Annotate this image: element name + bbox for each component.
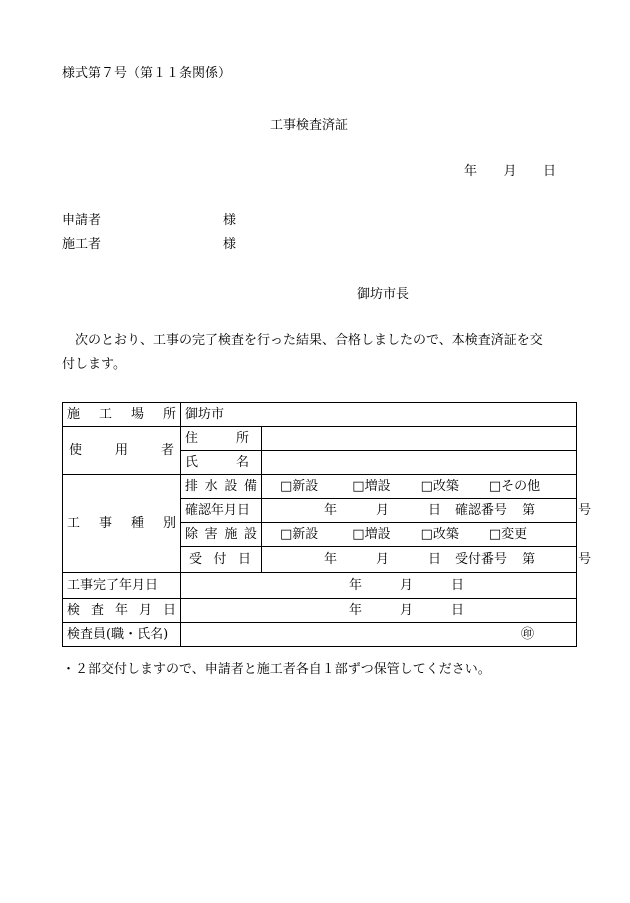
label-char: 使: [69, 442, 83, 458]
inspection-date: [181, 599, 577, 623]
contractor-label: 施工者: [62, 237, 102, 252]
confirm-values: [262, 499, 592, 523]
label-char: 日: [162, 602, 176, 618]
completion-month: 月: [400, 577, 414, 593]
user-label-text: [67, 443, 176, 459]
receipt-year: 年: [324, 551, 338, 567]
inspection-label: [63, 599, 181, 623]
work-type-label: [63, 475, 181, 573]
completion-year: 年: [349, 577, 363, 593]
label-char: 事: [98, 515, 112, 531]
label-char: 場: [130, 406, 144, 422]
label-char: 設: [224, 478, 238, 494]
address-label: [181, 427, 262, 451]
label-char: 施: [224, 526, 238, 542]
label-char: 住: [185, 430, 199, 446]
row-user-address: [63, 427, 577, 451]
label-char: 種: [130, 515, 144, 531]
row-completion: [63, 573, 577, 599]
receipt-month: 月: [376, 551, 390, 567]
confirm-month: 月: [376, 502, 390, 518]
name-label-text: [185, 455, 257, 471]
document-title: 工事検査済証: [270, 118, 349, 133]
removal-label: [181, 523, 262, 547]
drain-label: [181, 475, 262, 499]
form-number: 様式第７号（第１１条関係）: [62, 66, 232, 81]
drain-label-text: [185, 479, 257, 495]
receipt-number-label: 受付番号: [455, 551, 508, 567]
site-value: 御坊市: [181, 403, 577, 427]
receipt-values: [262, 547, 592, 573]
label-char: 査: [90, 602, 104, 618]
inspection-label-text: [67, 603, 176, 619]
row-site: [63, 403, 577, 427]
date-day: 日: [542, 164, 556, 179]
date-year: 年: [464, 164, 478, 179]
site-label: [63, 403, 181, 427]
drain-option-other[interactable]: □その他: [488, 478, 541, 494]
inspector-value: [181, 623, 577, 647]
removal-label-text: [185, 527, 257, 543]
drain-option-rebuild[interactable]: □改築: [420, 478, 459, 494]
label-char: 設: [243, 526, 257, 542]
label-char: 所: [162, 406, 176, 422]
label-char: 付: [213, 551, 227, 567]
removal-options: [262, 523, 577, 547]
work-type-label-text: [67, 516, 176, 532]
receipt-label-text: [185, 552, 257, 568]
issue-date: [464, 164, 556, 180]
label-char: 施: [67, 406, 81, 422]
label-char: 工: [67, 515, 81, 531]
receipt-dai: 第: [522, 551, 536, 567]
row-inspection: [63, 599, 577, 623]
issuer: 御坊市長: [357, 287, 410, 302]
inspection-month: 月: [400, 602, 414, 618]
label-char: 氏: [185, 454, 199, 470]
applicant-label: 申請者: [62, 213, 102, 228]
inspection-table: [62, 402, 592, 647]
applicant-honorific: 様: [223, 213, 237, 228]
name-label: [181, 451, 262, 475]
label-char: 年: [114, 602, 128, 618]
inspection-year: 年: [349, 602, 363, 618]
label-char: 別: [162, 515, 176, 531]
completion-day: 日: [451, 577, 465, 593]
confirm-day: 日: [428, 502, 442, 518]
label-char: 月: [138, 602, 152, 618]
label-char: 受: [189, 551, 203, 567]
label-char: 水: [204, 478, 218, 494]
label-char: 排: [185, 478, 199, 494]
label-char: 名: [235, 454, 249, 470]
confirm-go: 号: [578, 502, 592, 518]
completion-label: 工事完了年月日: [63, 573, 181, 599]
inspector-label: 検査員(職・氏名): [63, 623, 181, 647]
confirm-number-label: 確認番号: [455, 502, 508, 518]
label-char: 所: [235, 430, 249, 446]
removal-option-new[interactable]: □新設: [280, 526, 319, 542]
removal-option-change[interactable]: □変更: [488, 526, 528, 542]
receipt-go: 号: [578, 551, 592, 567]
label-char: 検: [67, 602, 81, 618]
contractor-honorific: 様: [223, 237, 237, 252]
label-char: 除: [185, 526, 199, 542]
drain-option-add[interactable]: □増設: [352, 478, 391, 494]
confirm-label: 確認年月日: [181, 499, 262, 523]
user-label: [63, 427, 181, 475]
label-char: 備: [243, 478, 257, 494]
receipt-day: 日: [428, 551, 442, 567]
label-char: 者: [160, 442, 174, 458]
removal-option-rebuild[interactable]: □改築: [420, 526, 459, 542]
address-label-text: [185, 431, 257, 447]
footnote: ・２部交付しますので、申請者と施工者各自１部ずつ保管してください。: [62, 662, 491, 677]
row-drain: [63, 475, 577, 499]
name-value: [262, 451, 577, 475]
confirm-year: 年: [324, 502, 338, 518]
drain-option-new[interactable]: □新設: [280, 478, 319, 494]
inspection-day: 日: [451, 602, 465, 618]
row-inspector: [63, 623, 577, 647]
label-char: 日: [237, 551, 251, 567]
body-text-line1: 次のとおり、工事の完了検査を行った結果、合格しましたので、本検査済証を交: [75, 333, 543, 348]
removal-option-add[interactable]: □増設: [352, 526, 391, 542]
address-value: [262, 427, 577, 451]
label-char: 工: [98, 406, 112, 422]
completion-date: [181, 573, 577, 599]
receipt-label: [181, 547, 262, 573]
site-label-text: [67, 407, 176, 423]
body-text-line2: 付します。: [62, 357, 126, 372]
date-month: 月: [503, 164, 517, 179]
label-char: 用: [114, 442, 128, 458]
drain-options: [262, 475, 577, 499]
seal-icon: ㊞: [520, 626, 534, 642]
label-char: 害: [204, 526, 218, 542]
confirm-dai: 第: [522, 502, 536, 518]
